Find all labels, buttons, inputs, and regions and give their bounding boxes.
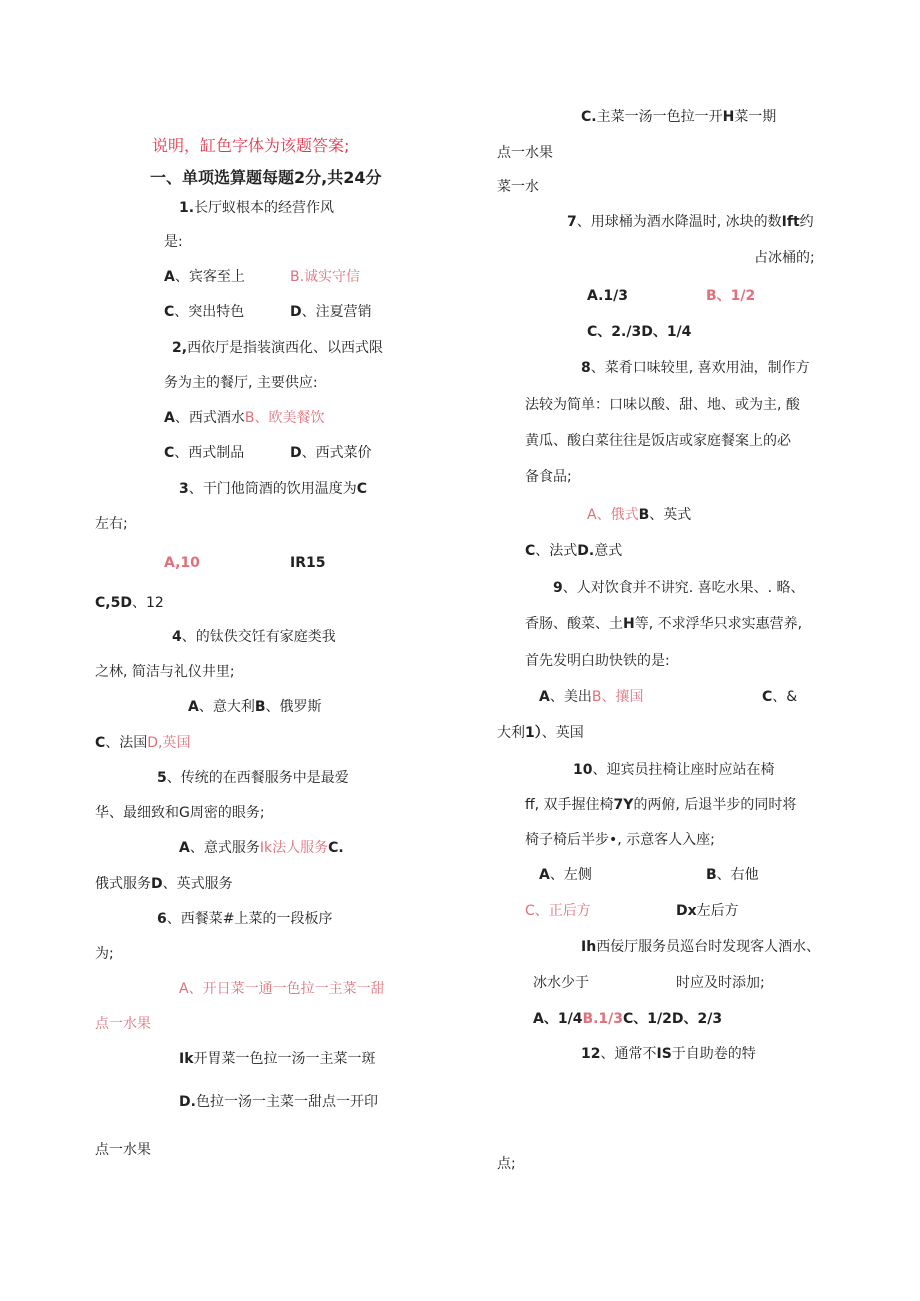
question-12-line-2: 点; [497,1156,516,1172]
question-4-line-2: 之林, 简洁与礼仪井里; [95,664,235,680]
question-9-options-ab: A、美出B、攘国 [539,689,644,705]
question-9-line-3: 首先发明白助快铁的是: [525,653,670,669]
question-10-option-c-answer: C、正后方 [525,903,591,919]
question-2-line-2: 务为主的餐厅, 主要供应: [164,375,318,391]
question-3-option-a-answer: A,10 [164,555,200,571]
question-9-options-cd: 大利1）、英国 [497,725,584,741]
question-6-option-c: C.主菜一汤一色拉一开H菜一期 [581,109,777,125]
question-8-line-1: 8、菜肴口味较里, 喜欢用油，制作方 [581,360,810,376]
question-10-line-3: 椅子椅后半步•, 示意客人入座; [525,832,715,848]
question-1-line-1: 1.长厅蚁根本的经营作风 [179,200,335,216]
question-10-line-2: ff, 双手握住椅7Y的两俯, 后退半步的同时将 [525,797,797,813]
question-1-option-b-answer: B.诚实守信 [290,269,361,285]
question-6-line-1: 6、西餐菜#上菜的一段板序 [157,911,333,927]
question-3-options-cd: C,5D、12 [95,595,164,611]
question-1-option-c: C、突出特色 [164,304,245,320]
question-1-option-d: D、注夏营销 [290,304,372,320]
question-11-line-1: Ih西佞厅服务员巡台时发现客人酒水、 [581,939,821,955]
question-3-line-1: 3、干门他筒酒的饮用温度为C [179,481,368,497]
instruction-note: 说明，缸色字体为该题答案; [152,136,350,155]
question-9-line-1: 9、人对饮食并不讲究. 喜吃水果、. 略、 [553,580,805,596]
question-9-option-c: C、& [762,689,798,705]
question-8-line-2: 法较为简单：口味以酸、甜、地、或为主, 酸 [525,397,800,413]
question-7-option-a: A.1/3 [587,288,629,304]
question-6-option-d: D.色拉一汤一主菜一甜点一开印 [179,1094,378,1110]
question-8-options-cd: C、法式D.意式 [525,543,623,559]
question-10-option-b: B、右他 [706,867,759,883]
question-11-line-2a: 冰水少于 [533,975,589,991]
question-5-line-2: 华、最细致和G周密的眼务; [95,805,265,821]
question-2-option-d: D、西式菜价 [290,445,372,461]
question-2-option-c: C、西式制品 [164,445,245,461]
question-5-options-cd: 俄式服务D、英式服务 [95,876,233,892]
question-6-option-c-cont-2: 菜一水 [497,179,539,195]
question-8-line-3: 黄瓜、酸白菜往往是饭店或家庭餐案上的必 [525,433,791,449]
question-8-options-ab: A、俄式B、英式 [587,507,692,523]
question-12-line-1: 12、通常不IS于自助卷的特 [581,1046,756,1062]
question-11-line-2b: 时应及时添加; [676,975,765,991]
question-7-options-cd: C、2./3D、1/4 [587,324,692,340]
question-3-option-b: IR15 [290,555,326,571]
question-10-option-d: Dx左后方 [676,903,739,919]
question-2-options-ab: A、西式酒水B、欧美餐饮 [164,410,325,426]
question-5-line-1: 5、传统的在西餐服务中是最爱 [157,770,349,786]
question-4-options-ab: A、意大利B、俄罗斯 [188,699,322,715]
question-7-option-b-answer: B、1/2 [706,288,756,304]
question-4-line-1: 4、的钛佚交饪有家庭类我 [172,629,336,645]
question-1-option-a: A、宾客至上 [164,269,245,285]
question-7-line-1: 7、用球桶为酒水降温时, 冰块的数Ift约 [567,214,814,230]
question-8-line-4: 备食品; [525,469,572,485]
question-6-option-c-cont: 点一水果 [497,145,553,161]
question-11-options: A、1/4B.1/3C、1/2D、2/3 [533,1011,723,1027]
question-7-line-2: 占冰桶的; [754,250,815,266]
question-6-option-a-answer: A、开日菜一通一色拉一主菜一甜 [179,981,385,997]
question-6-option-a-answer-cont: 点一水果 [95,1016,151,1032]
question-6-line-2: 为; [95,946,114,962]
question-3-line-2: 左右; [95,516,128,532]
section-heading: 一、单项选算题每题2分,共24分 [150,168,382,187]
question-5-options-abc: A、意式服务Ik法人服务C. [179,840,344,856]
question-6-option-d-cont: 点一水果 [95,1142,151,1158]
question-1-line-2: 是: [164,234,183,250]
question-9-line-2: 香肠、酸菜、土H等, 不求浮华只求实惠营养, [525,616,803,632]
question-2-line-1: 2,西依厅是指装演西化、以西式限 [172,340,384,356]
question-10-line-1: 10、迎宾员拄椅让座时应站在椅 [573,762,775,778]
question-10-option-a: A、左侧 [539,867,592,883]
question-6-option-b: Ik开胃菜一色拉一汤一主菜一斑 [179,1051,376,1067]
question-4-options-cd: C、法国D,英国 [95,735,191,751]
